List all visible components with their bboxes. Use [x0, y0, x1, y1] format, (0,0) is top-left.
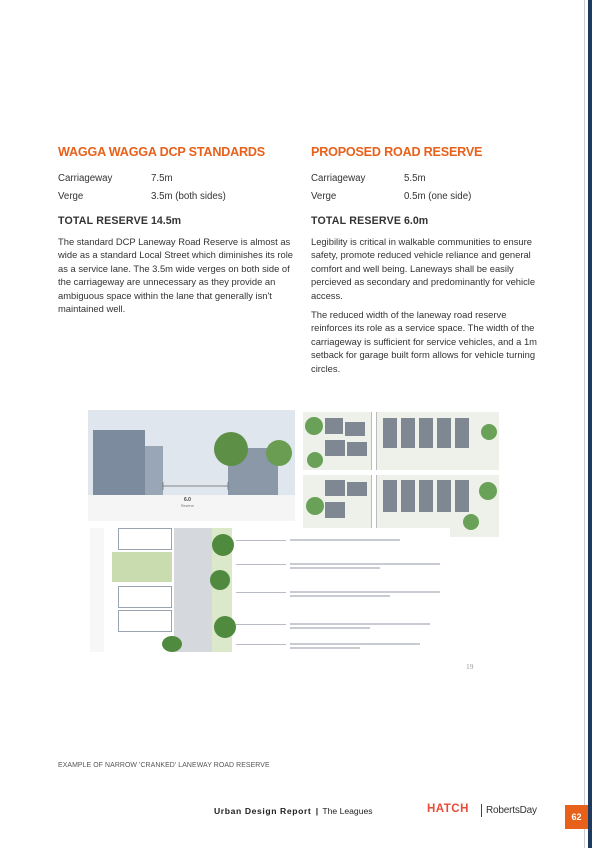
tree-shape [162, 636, 182, 652]
row-label: Verge [311, 191, 337, 202]
annotation-leader [236, 592, 286, 593]
dcp-total-row [58, 212, 294, 230]
annotation-text [290, 627, 370, 629]
page-number-badge: 62 [565, 805, 588, 829]
proposed-reserve-heading: PROPOSED ROAD RESERVE [311, 145, 483, 159]
lot-shape [325, 440, 345, 456]
dcp-standards-heading: WAGGA WAGGA DCP STANDARDS [58, 145, 265, 159]
proposed-description-2: The reduced width of the laneway road reserve reinforces its role as a service space. The width of the carriageway is sufficient for service vehicles, and a 1m setback for garage built form allows for vehicle turning circles. [311, 309, 537, 374]
annotation-leader [236, 644, 286, 645]
dcp-description: The standard DCP Laneway Road Reserve is almost as wide as a standard Local Street which diminishes its role as a service lane. The 3.5m wide verges on both side of the carriageway are unnecessary as they provide an ambiguous space within the lane that generally isn't maintained well. [58, 236, 294, 315]
tree-shape [481, 424, 497, 440]
lot-shape [419, 418, 433, 448]
lot-shape [419, 480, 433, 512]
tree-shape [479, 482, 497, 500]
annotation-leader [236, 540, 286, 541]
title-separator: | [315, 806, 319, 816]
lot-shape [455, 480, 469, 512]
proposed-description-1: Legibility is critical in walkable communities to ensure safety, promote reduced vehicle reliance and general comfort and well being. Laneways shall be easily percieved as secondary and predominantly for vehicle access. [311, 236, 536, 301]
plan-lot [118, 610, 172, 632]
row-value: 5.5m [404, 173, 426, 184]
report-title-bold: Urban Design Report [214, 806, 312, 816]
tree-shape [306, 497, 324, 515]
proposed-verge-row [311, 188, 547, 206]
tree-shape [463, 514, 479, 530]
page-edge-rule [588, 0, 592, 848]
total-label: TOTAL RESERVE [311, 215, 402, 227]
lot-shape [347, 442, 367, 456]
plan-laneway-road [174, 528, 212, 652]
plan-lot [118, 528, 172, 550]
tree-shape [307, 452, 323, 468]
tree-shape [210, 570, 230, 590]
lot-shape [345, 422, 365, 436]
row-label: Verge [58, 191, 84, 202]
row-label: Carriageway [58, 173, 113, 184]
row-value: 0.5m (one side) [404, 191, 472, 202]
tree-shape [212, 534, 234, 556]
lot-shape [437, 418, 451, 448]
plan-left-notes-band [90, 528, 104, 652]
section-dimension-sublabel: Reserve [181, 504, 195, 508]
lot-shape [347, 482, 367, 496]
total-value: 14.5m [151, 215, 182, 227]
aerial-street [303, 470, 499, 475]
proposed-reserve-column [311, 145, 547, 381]
lot-shape [455, 418, 469, 448]
proposed-carriageway-row [311, 170, 547, 188]
row-value: 7.5m [151, 173, 173, 184]
annotation-text [290, 643, 420, 645]
row-label: Carriageway [311, 173, 366, 184]
dcp-standards-column [58, 145, 294, 321]
dcp-carriageway-row [58, 170, 294, 188]
annotation-leader [236, 624, 286, 625]
annotation-text [290, 623, 430, 625]
annotation-leader [236, 564, 286, 565]
annotation-text [290, 539, 400, 541]
lot-shape [437, 480, 451, 512]
total-label: TOTAL RESERVE [58, 215, 149, 227]
annotation-text [290, 647, 360, 649]
row-value: 3.5m (both sides) [151, 191, 226, 202]
robertsday-logo: RobertsDay [486, 805, 537, 816]
lot-shape [383, 480, 397, 512]
logo-divider [481, 804, 482, 817]
aerial-lot-layout [303, 412, 499, 537]
hatch-logo: HATCH [427, 803, 469, 815]
annotation-text [290, 595, 390, 597]
plan-green-space [112, 552, 172, 582]
source-page-number: 19 [466, 662, 474, 671]
annotation-text [290, 567, 380, 569]
lot-shape [325, 418, 343, 434]
total-value: 6.0m [404, 215, 429, 227]
laneway-section-drawing [88, 410, 295, 521]
lot-shape [401, 418, 415, 448]
lot-shape [325, 480, 345, 496]
page-edge-rule-thin [584, 0, 585, 848]
plan-lot [118, 586, 172, 608]
lot-shape [401, 480, 415, 512]
laneway-plan-drawing [86, 528, 450, 652]
lot-shape [383, 418, 397, 448]
proposed-total-row [311, 212, 547, 230]
section-dimension-label: 6.0 [184, 497, 191, 503]
annotation-text [290, 591, 440, 593]
dcp-verge-row [58, 188, 294, 206]
tree-shape [305, 417, 323, 435]
annotation-text [290, 563, 440, 565]
figure-caption: EXAMPLE OF NARROW 'CRANKED' LANEWAY ROAD RESERVE [58, 762, 270, 769]
report-title [214, 806, 373, 816]
tree-shape [214, 616, 236, 638]
lot-shape [325, 502, 345, 518]
report-title-rest: The Leagues [322, 806, 373, 816]
